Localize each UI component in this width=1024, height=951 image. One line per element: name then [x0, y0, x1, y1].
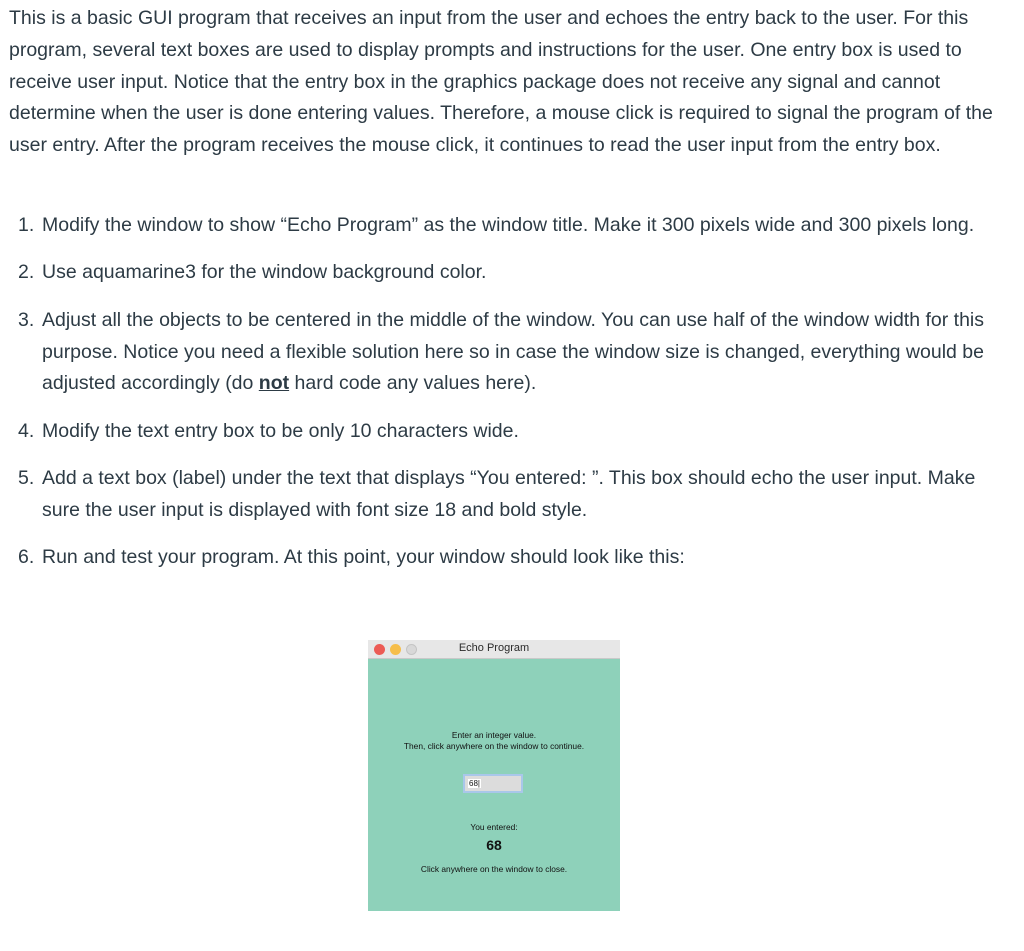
step-number: 6.	[18, 546, 35, 569]
list-item	[18, 257, 1008, 289]
list-item	[18, 542, 1008, 574]
window-prompt	[368, 730, 620, 752]
list-item	[18, 305, 1008, 400]
step-number: 1.	[18, 214, 35, 236]
list-item	[18, 463, 1008, 527]
step-text-after: hard code any values here).	[289, 372, 537, 395]
window-title: Echo Program	[458, 642, 530, 654]
close-instruction: Click anywhere on the window to close.	[420, 864, 568, 874]
step-number: 3.	[18, 308, 35, 331]
entered-label: You entered:	[470, 822, 518, 832]
step-text-before: Adjust all the objects to be centered in the middle of the window. You can use half of the window width for this purpose. Notice you need a flexible solution here so in case the window size is changed, everything would be adjusted accordingly (do	[42, 308, 984, 395]
step-number: 5.	[18, 467, 35, 490]
step-text: Modify the window to show “Echo Program” as the window title. Make it 300 pixels wide and 300 pixels long.	[42, 214, 975, 236]
prompt-line-1: Enter an integer value.	[451, 730, 537, 740]
prompt-line-2: Then, click anywhere on the window to continue.	[403, 741, 585, 751]
step-number: 2.	[18, 261, 35, 284]
entry-box	[463, 774, 523, 793]
window-titlebar	[368, 640, 620, 659]
intro-paragraph: This is a basic GUI program that receives an input from the user and echoes the entry back to the user. For this program, several text boxes are used to display prompts and instructions for the user. One entry box is used to receive user input. Notice that the entry box in the graphics package does not receive any signal and cannot determine when the user is done entering values. Therefore, a mouse click is required to signal the program of the user entry. After the program receives the mouse click, it continues to read the user input from the entry box.	[9, 7, 993, 157]
list-item	[18, 210, 1008, 242]
step-number: 4.	[18, 419, 35, 442]
emphasis-not: not	[258, 372, 290, 395]
step-text	[42, 309, 984, 395]
instruction-list	[18, 210, 1008, 590]
entered-value: 68	[486, 837, 502, 853]
list-item	[18, 416, 1008, 448]
echo-program-window-screenshot	[368, 640, 620, 911]
step-text: Use aquamarine3 for the window background color.	[42, 261, 487, 284]
step-text: Add a text box (label) under the text that displays “You entered: ”. This box should echo the user input. Make sure the user input is displayed with font size 18 and bold style.	[42, 467, 976, 521]
step-text: Modify the text entry box to be only 10 characters wide.	[42, 419, 519, 442]
entry-value: 68|	[469, 779, 480, 788]
step-text: Run and test your program. At this point, your window should look like this:	[42, 546, 685, 569]
